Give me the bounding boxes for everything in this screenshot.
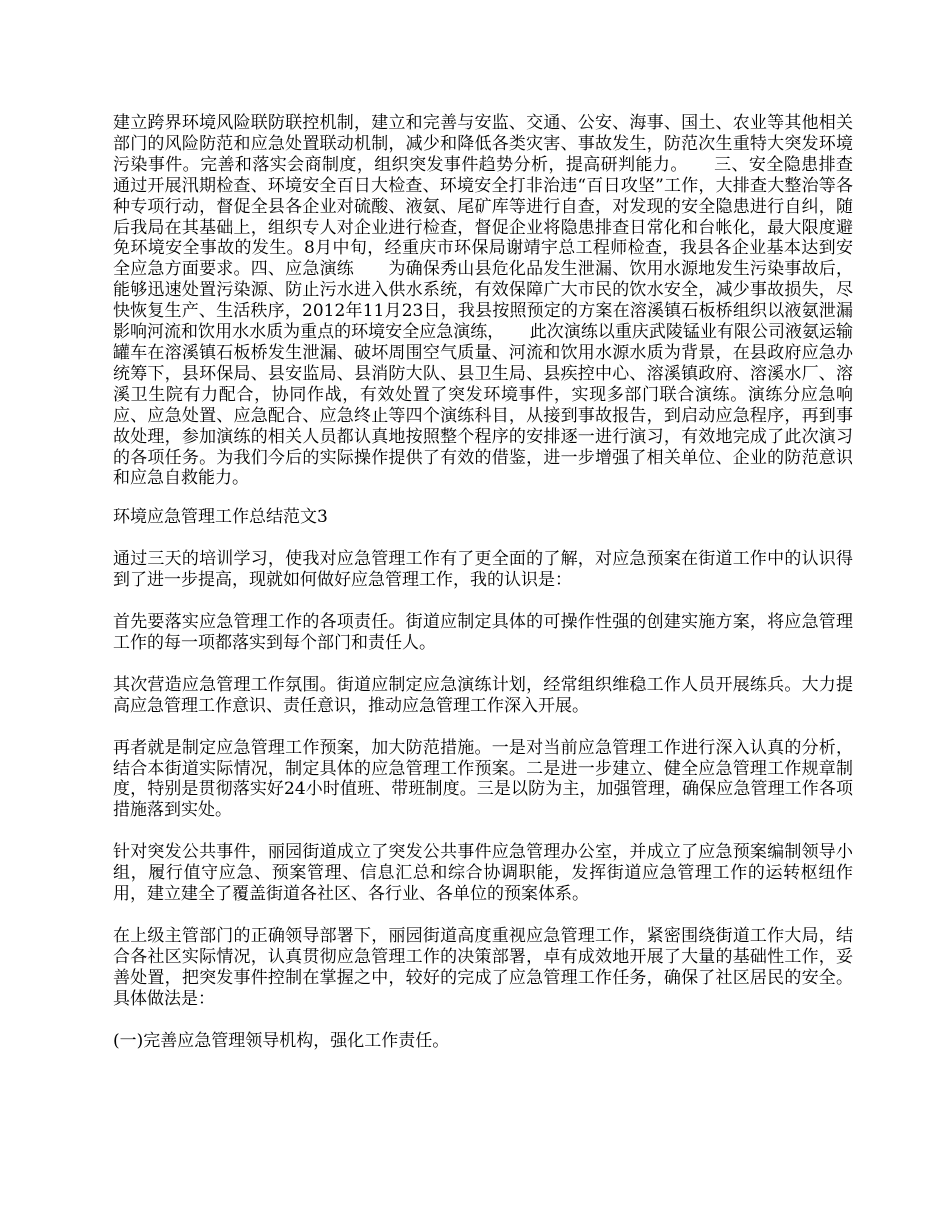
section-title: 环境应急管理工作总结范文3 — [113, 507, 328, 528]
intro-paragraph: 建立跨界环境风险联防联控机制，建立和完善与安监、交通、公安、海事、国土、农业等其他相关部门的风险防范和应急处置联动机制，减少和降低各类灾害、事故发生，防范次生重特大突发环境污染事件。完善和落实会商制度，组织突发事件趋势分析，提高研判能力。 三、安全隐患排查 通过开展汛期检查、环境安全百日大检查、环境安全打非治违“百日攻坚”工作，大排查大整治等各种专项行动，督促全县各企业对硫酸、液氨、尾矿库等进行自查，对发现的安全隐患进行自纠，随后我局在其基础上，组织专人对企业进行检查，督促企业将隐患排查日常化和台帐化，最大限度避免环境安全事故的发生。8月中旬，经重庆市环保局谢靖宇总工程师检查，我县各企业基本达到安全应急方面要求。四、应急演练 为确保秀山县危化品发生泄漏、饮用水源地发生污染事故后，能够迅速处置污染源、防止污水进入供水系统，有效保障广大市民的饮水安全，减少事故损失，尽快恢复生产、生活秩序，2012年11月23日，我县按照预定的方案在溶溪镇石板桥组织以液氨泄漏影响河流和饮用水水质为重点的环境安全应急演练， 此次演练以重庆武陵锰业有限公司液氨运输罐车在溶溪镇石板桥发生泄漏、破坏周围空气质量、河流和饮用水源水质为背景，在县政府应急办统筹下，县环保局、县安监局、县消防大队、县卫生局、县疾控中心、溶溪镇政府、溶溪水厂、溶溪卫生院有力配合，协同作战，有效处置了突发环境事件，实现多部门联合演练。演练分应急响应、应急处置、应急配合、应急终止等四个演练科目，从接到事故报告，到启动应急程序，再到事故处理，参加演练的相关人员都认真地按照整个程序的安排逐一进行演习，有效地完成了此次演习的各项任务。为我们今后的实际操作提供了有效的借鉴，进一步增强了相关单位、企业的防范意识和应急自救能力。 — [113, 113, 887, 489]
paragraph-6: 在上级主管部门的正确领导部署下，丽园街道高度重视应急管理工作，紧密围绕街道工作大局，结合各社区实际情况，认真贯彻应急管理工作的决策部署，卓有成效地开展了大量的基础性工作，妥善处置，把突发事件控制在掌握之中，较好的完成了应急管理工作任务，确保了社区居民的安全。具体做法是： — [113, 926, 853, 1009]
paragraph-1: 通过三天的培训学习，使我对应急管理工作有了更全面的了解，对应急预案在街道工作中的认识得到了进一步提高，现就如何做好应急管理工作，我的认识是： — [113, 549, 853, 591]
document-body — [113, 113, 887, 1073]
paragraph-3: 其次营造应急管理工作氛围。街道应制定应急演练计划，经常组织维稳工作人员开展练兵。大力提高应急管理工作意识、责任意识，推动应急管理工作深入开展。 — [113, 674, 853, 716]
paragraph-2: 首先要落实应急管理工作的各项责任。街道应制定具体的可操作性强的创建实施方案，将应急管理工作的每一项都落实到每个部门和责任人。 — [113, 612, 853, 653]
paragraph-5: 针对突发公共事件，丽园街道成立了突发公共事件应急管理办公室，并成立了应急预案编制领导小组，履行值守应急、预案管理、信息汇总和综合协调职能，发挥街道应急管理工作的运转枢纽作用，建立建全了覆盖街道各社区、各行业、各单位的预案体系。 — [113, 842, 853, 905]
paragraph-4: 再者就是制定应急管理工作预案，加大防范措施。一是对当前应急管理工作进行深入认真的分析，结合本街道实际情况，制定具体的应急管理工作预案。二是进一步建立、健全应急管理工作规章制度，特别是贯彻落实好24小时值班、带班制度。三是以防为主，加强管理，确保应急管理工作各项措施落到实处。 — [113, 737, 853, 821]
paragraph-7: (一)完善应急管理领导机构，强化工作责任。 — [113, 1030, 450, 1051]
